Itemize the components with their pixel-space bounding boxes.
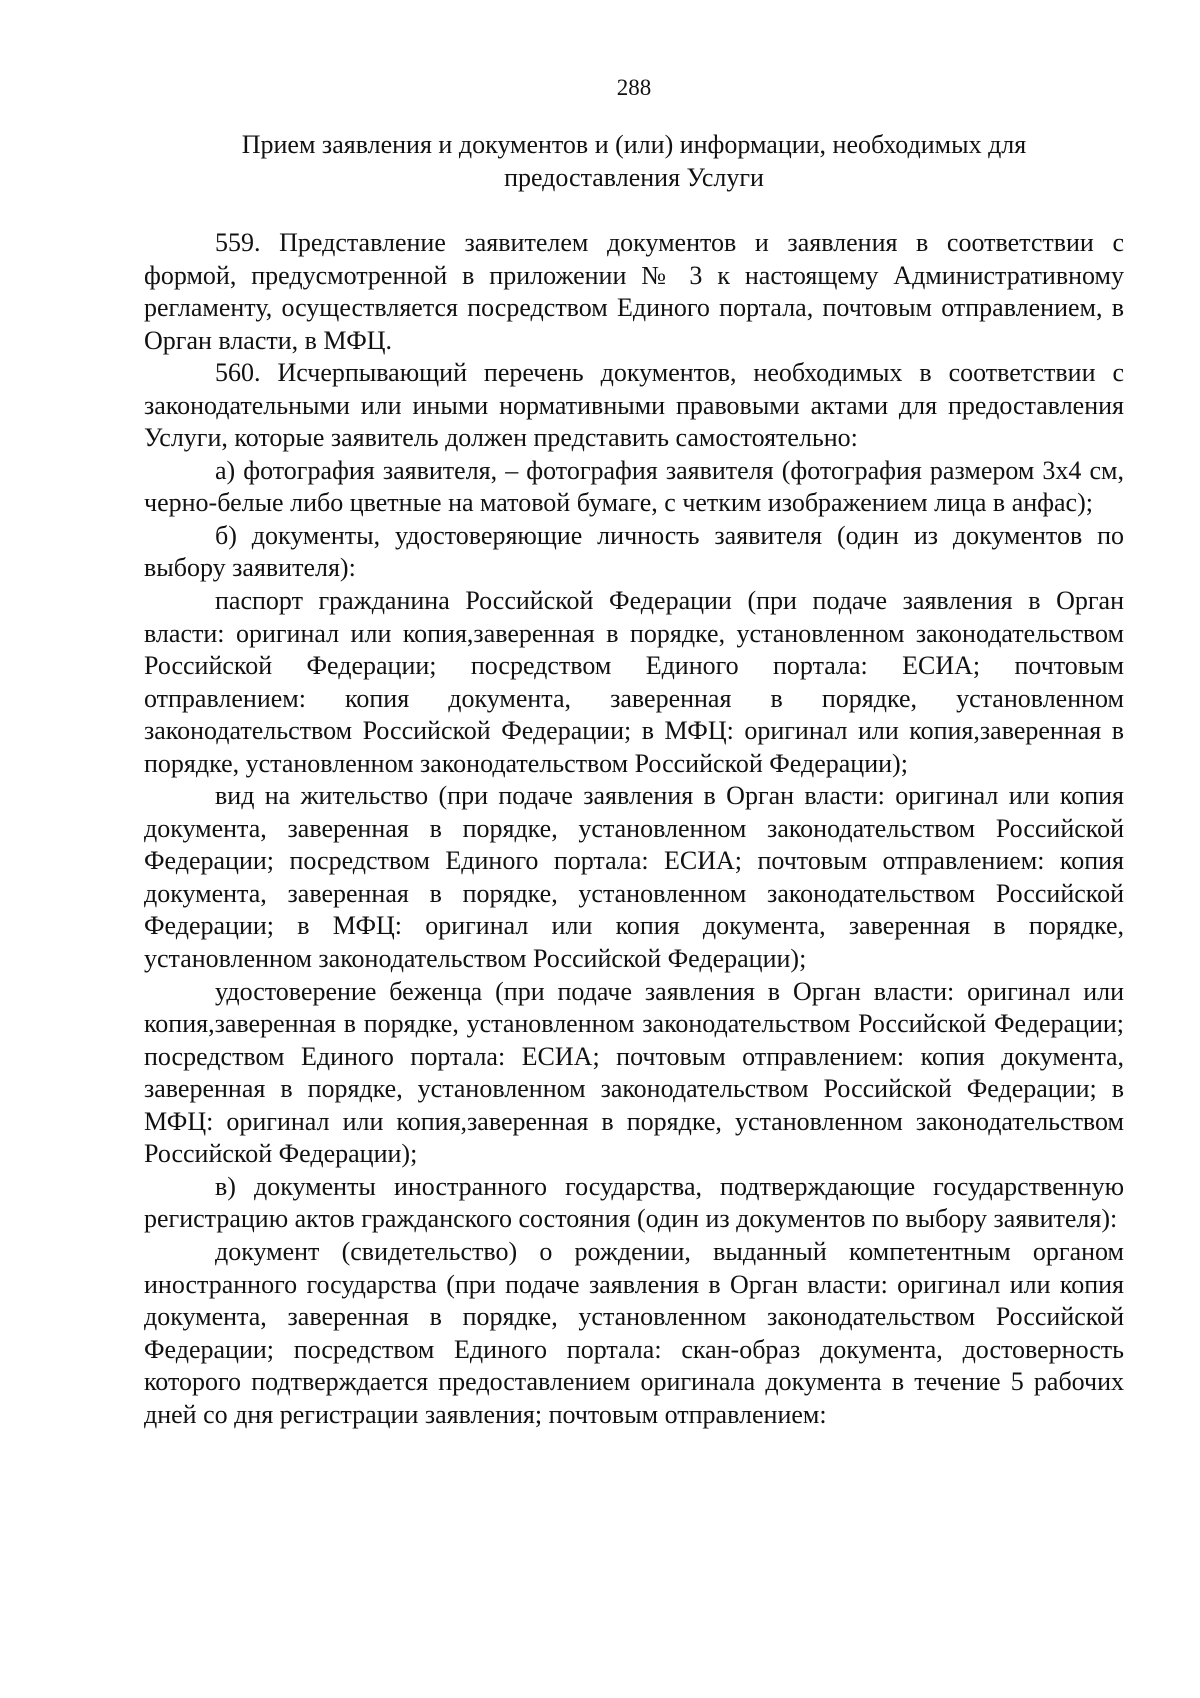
document-body — [144, 227, 1124, 1431]
document-page — [144, 0, 1124, 1698]
paragraph-559: 559. Представление заявителем документов и заявления в соответствии с формой, предусмотренной в приложении № 3 к настоящему Административному регламенту, осуществляется посредством Единого портала, почтовым отправлением, в Орган власти, в МФЦ. — [144, 228, 1124, 355]
paragraph-item-v-foreign-documents: в) документы иностранного государства, подтверждающие государственную регистрацию актов гражданского состояния (один из документов по выбору заявителя): — [144, 1171, 1124, 1234]
section-heading-line-2: предоставления Услуги — [504, 163, 764, 192]
paragraph-560: 560. Исчерпывающий перечень документов, необходимых в соответствии с законодательными или иными нормативными правовыми актами для предоставления Услуги, которые заявитель должен представить самостоятельно: — [144, 358, 1124, 453]
paragraph-birth-certificate: документ (свидетельство) о рождении, выданный компетентным органом иностранного государства (при подаче заявления в Орган власти: оригинал или копия документа, заверенная в порядке, установленном законодательством Российской Федерации; посредством Единого портала: скан-образ документа, достоверность которого подтверждается предоставлением оригинала документа в течение 5 рабочих дней со дня регистрации заявления; почтовым отправлением: — [144, 1236, 1124, 1429]
paragraph-item-a-photo: а) фотография заявителя, – фотография заявителя (фотография размером 3х4 см, черно-белые либо цветные на матовой бумаге, с четким изображением лица в анфас); — [144, 455, 1124, 518]
section-heading — [144, 128, 1124, 194]
paragraph-refugee-certificate: удостоверение беженца (при подаче заявления в Орган власти: оригинал или копия,заверенная в порядке, установленном законодательством Российской Федерации; посредством Единого портала: ЕСИА; почтовым отправлением: копия документа, заверенная в порядке, установленном законодательством Российской Федерации; в МФЦ: оригинал или копия,заверенная в порядке, установленном законодательством Российской Федерации); — [144, 976, 1124, 1169]
paragraph-residence-permit: вид на жительство (при подаче заявления в Орган власти: оригинал или копия документа, заверенная в порядке, установленном законодательством Российской Федерации; посредством Единого портала: ЕСИА; почтовым отправлением: копия документа, заверенная в порядке, установленном законодательством Российской Федерации; в МФЦ: оригинал или копия документа, заверенная в порядке, установленном законодательством Российской Федерации); — [144, 781, 1124, 974]
page-number: 288 — [616, 75, 652, 100]
paragraph-item-b-identity-documents: б) документы, удостоверяющие личность заявителя (один из документов по выбору заявителя): — [144, 520, 1124, 583]
paragraph-passport: паспорт гражданина Российской Федерации (при подаче заявления в Орган власти: оригинал или копия,заверенная в порядке, установленном законодательством Российской Федерации; посредством Единого портала: ЕСИА; почтовым отправлением: копия документа, заверенная в порядке, установленном законодательством Российской Федерации; в МФЦ: оригинал или копия,заверенная в порядке, установленном законодательством Российской Федерации); — [144, 586, 1124, 778]
section-heading-line-1: Прием заявления и документов и (или) информации, необходимых для — [241, 130, 1027, 159]
